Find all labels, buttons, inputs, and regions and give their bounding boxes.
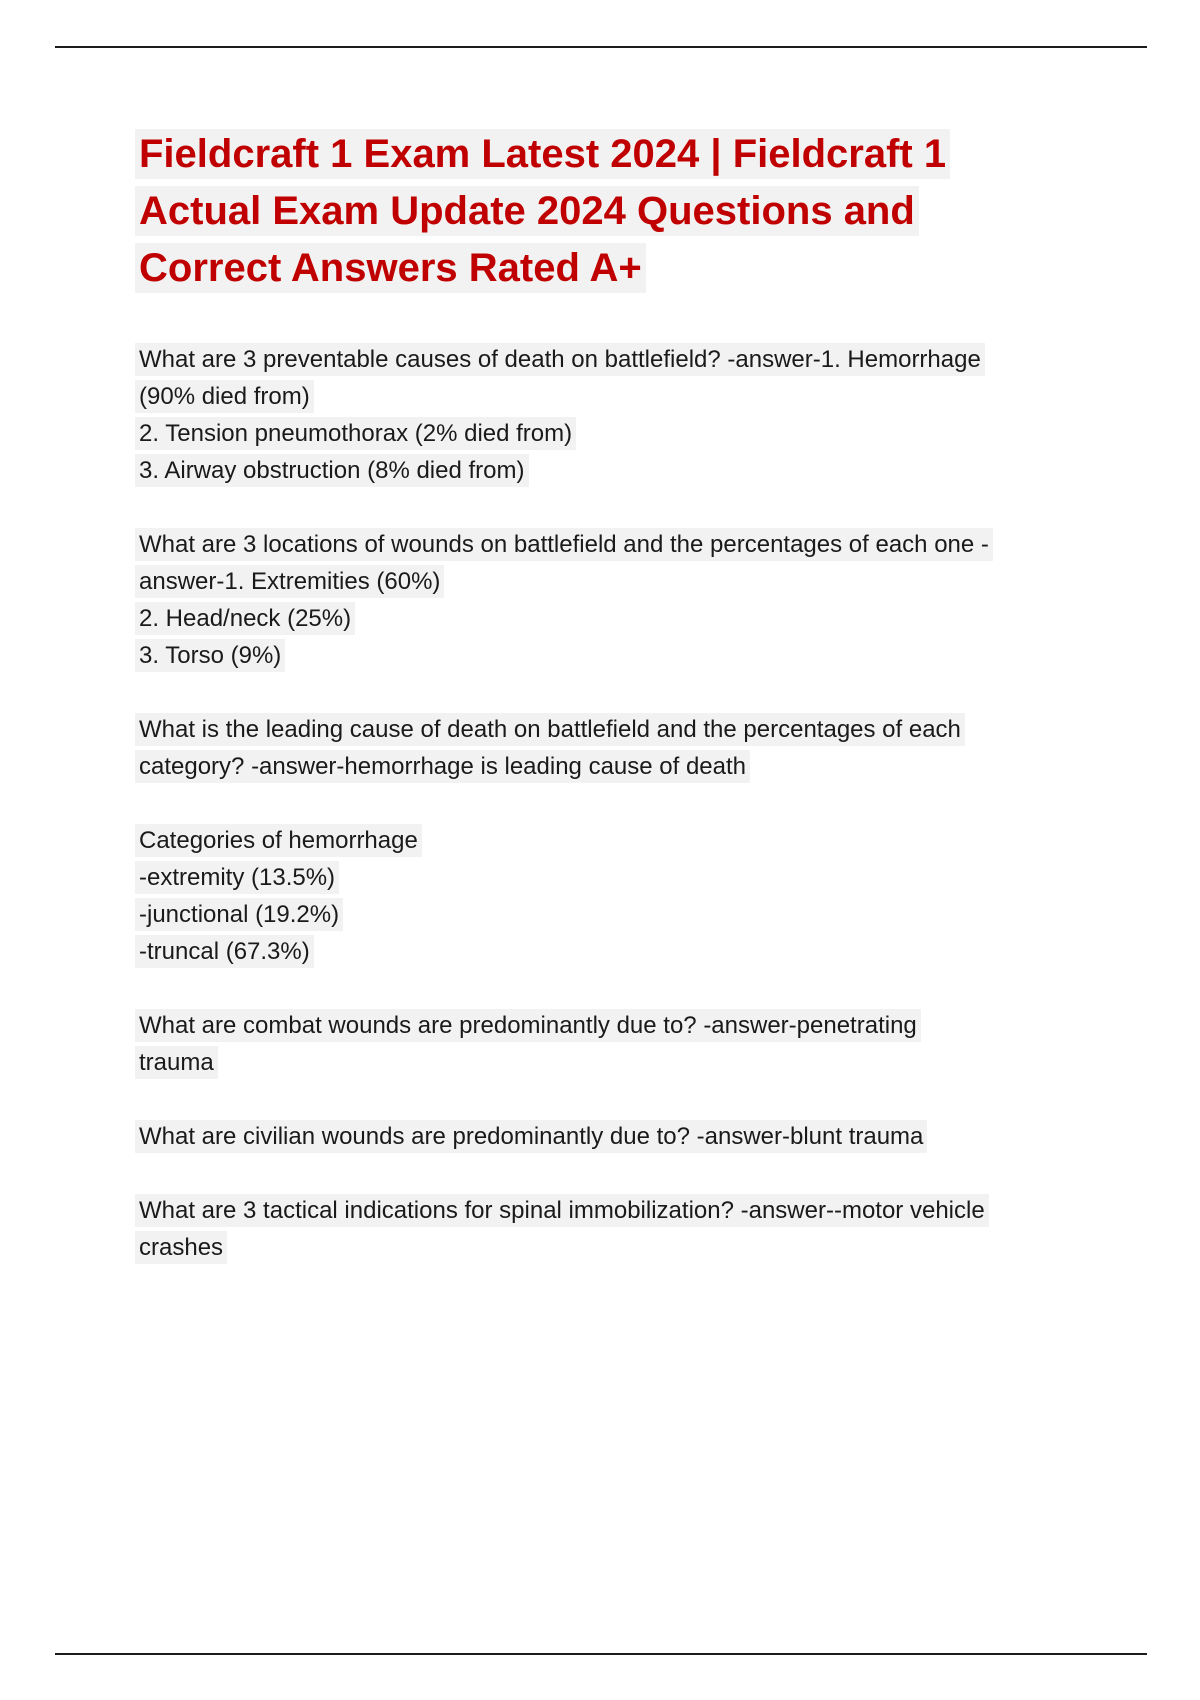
qa-line xyxy=(135,711,997,785)
qa-line xyxy=(135,896,997,933)
qa-line xyxy=(135,600,997,637)
qa-line-text: What is the leading cause of death on battlefield and the percentages of each category? -answer-hemorrhage is leading cause of death xyxy=(135,713,965,783)
qa-line-text: What are 3 preventable causes of death on battlefield? -answer-1. Hemorrhage (90% died from) xyxy=(135,343,985,413)
qa-line xyxy=(135,859,997,896)
qa-line-text: -extremity (13.5%) xyxy=(135,861,339,894)
document-title xyxy=(135,126,997,297)
bottom-rule xyxy=(55,1653,1147,1655)
document-title-text: Fieldcraft 1 Exam Latest 2024 | Fieldcraft 1 Actual Exam Update 2024 Questions and Correct Answers Rated A+ xyxy=(135,129,950,293)
qa-line-text: -junctional (19.2%) xyxy=(135,898,343,931)
qa-paragraph xyxy=(135,1007,997,1081)
qa-line-text: What are civilian wounds are predominantly due to? -answer-blunt trauma xyxy=(135,1120,927,1153)
qa-line-text: What are combat wounds are predominantly due to? -answer-penetrating trauma xyxy=(135,1009,921,1079)
qa-line xyxy=(135,1118,997,1155)
qa-line xyxy=(135,822,997,859)
qa-paragraph xyxy=(135,1192,997,1266)
qa-line-text: 3. Airway obstruction (8% died from) xyxy=(135,454,529,487)
qa-line-text: What are 3 locations of wounds on battlefield and the percentages of each one -answer-1. Extremities (60%) xyxy=(135,528,993,598)
qa-paragraph xyxy=(135,526,997,674)
qa-line xyxy=(135,341,997,415)
qa-line-text: Categories of hemorrhage xyxy=(135,824,422,857)
qa-line xyxy=(135,1007,997,1081)
qa-line xyxy=(135,415,997,452)
qa-line-text: 3. Torso (9%) xyxy=(135,639,285,672)
qa-paragraph xyxy=(135,711,997,785)
qa-paragraph xyxy=(135,341,997,489)
qa-line xyxy=(135,526,997,600)
top-rule xyxy=(55,46,1147,48)
qa-paragraph xyxy=(135,1118,997,1155)
qa-line xyxy=(135,933,997,970)
qa-line-text: 2. Head/neck (25%) xyxy=(135,602,355,635)
qa-paragraph xyxy=(135,822,997,970)
qa-line xyxy=(135,452,997,489)
document-content xyxy=(135,126,997,1303)
qa-line-text: -truncal (67.3%) xyxy=(135,935,314,968)
qa-line-text: What are 3 tactical indications for spinal immobilization? -answer--motor vehicle crashes xyxy=(135,1194,989,1264)
qa-line xyxy=(135,637,997,674)
qa-line xyxy=(135,1192,997,1266)
qa-line-text: 2. Tension pneumothorax (2% died from) xyxy=(135,417,576,450)
